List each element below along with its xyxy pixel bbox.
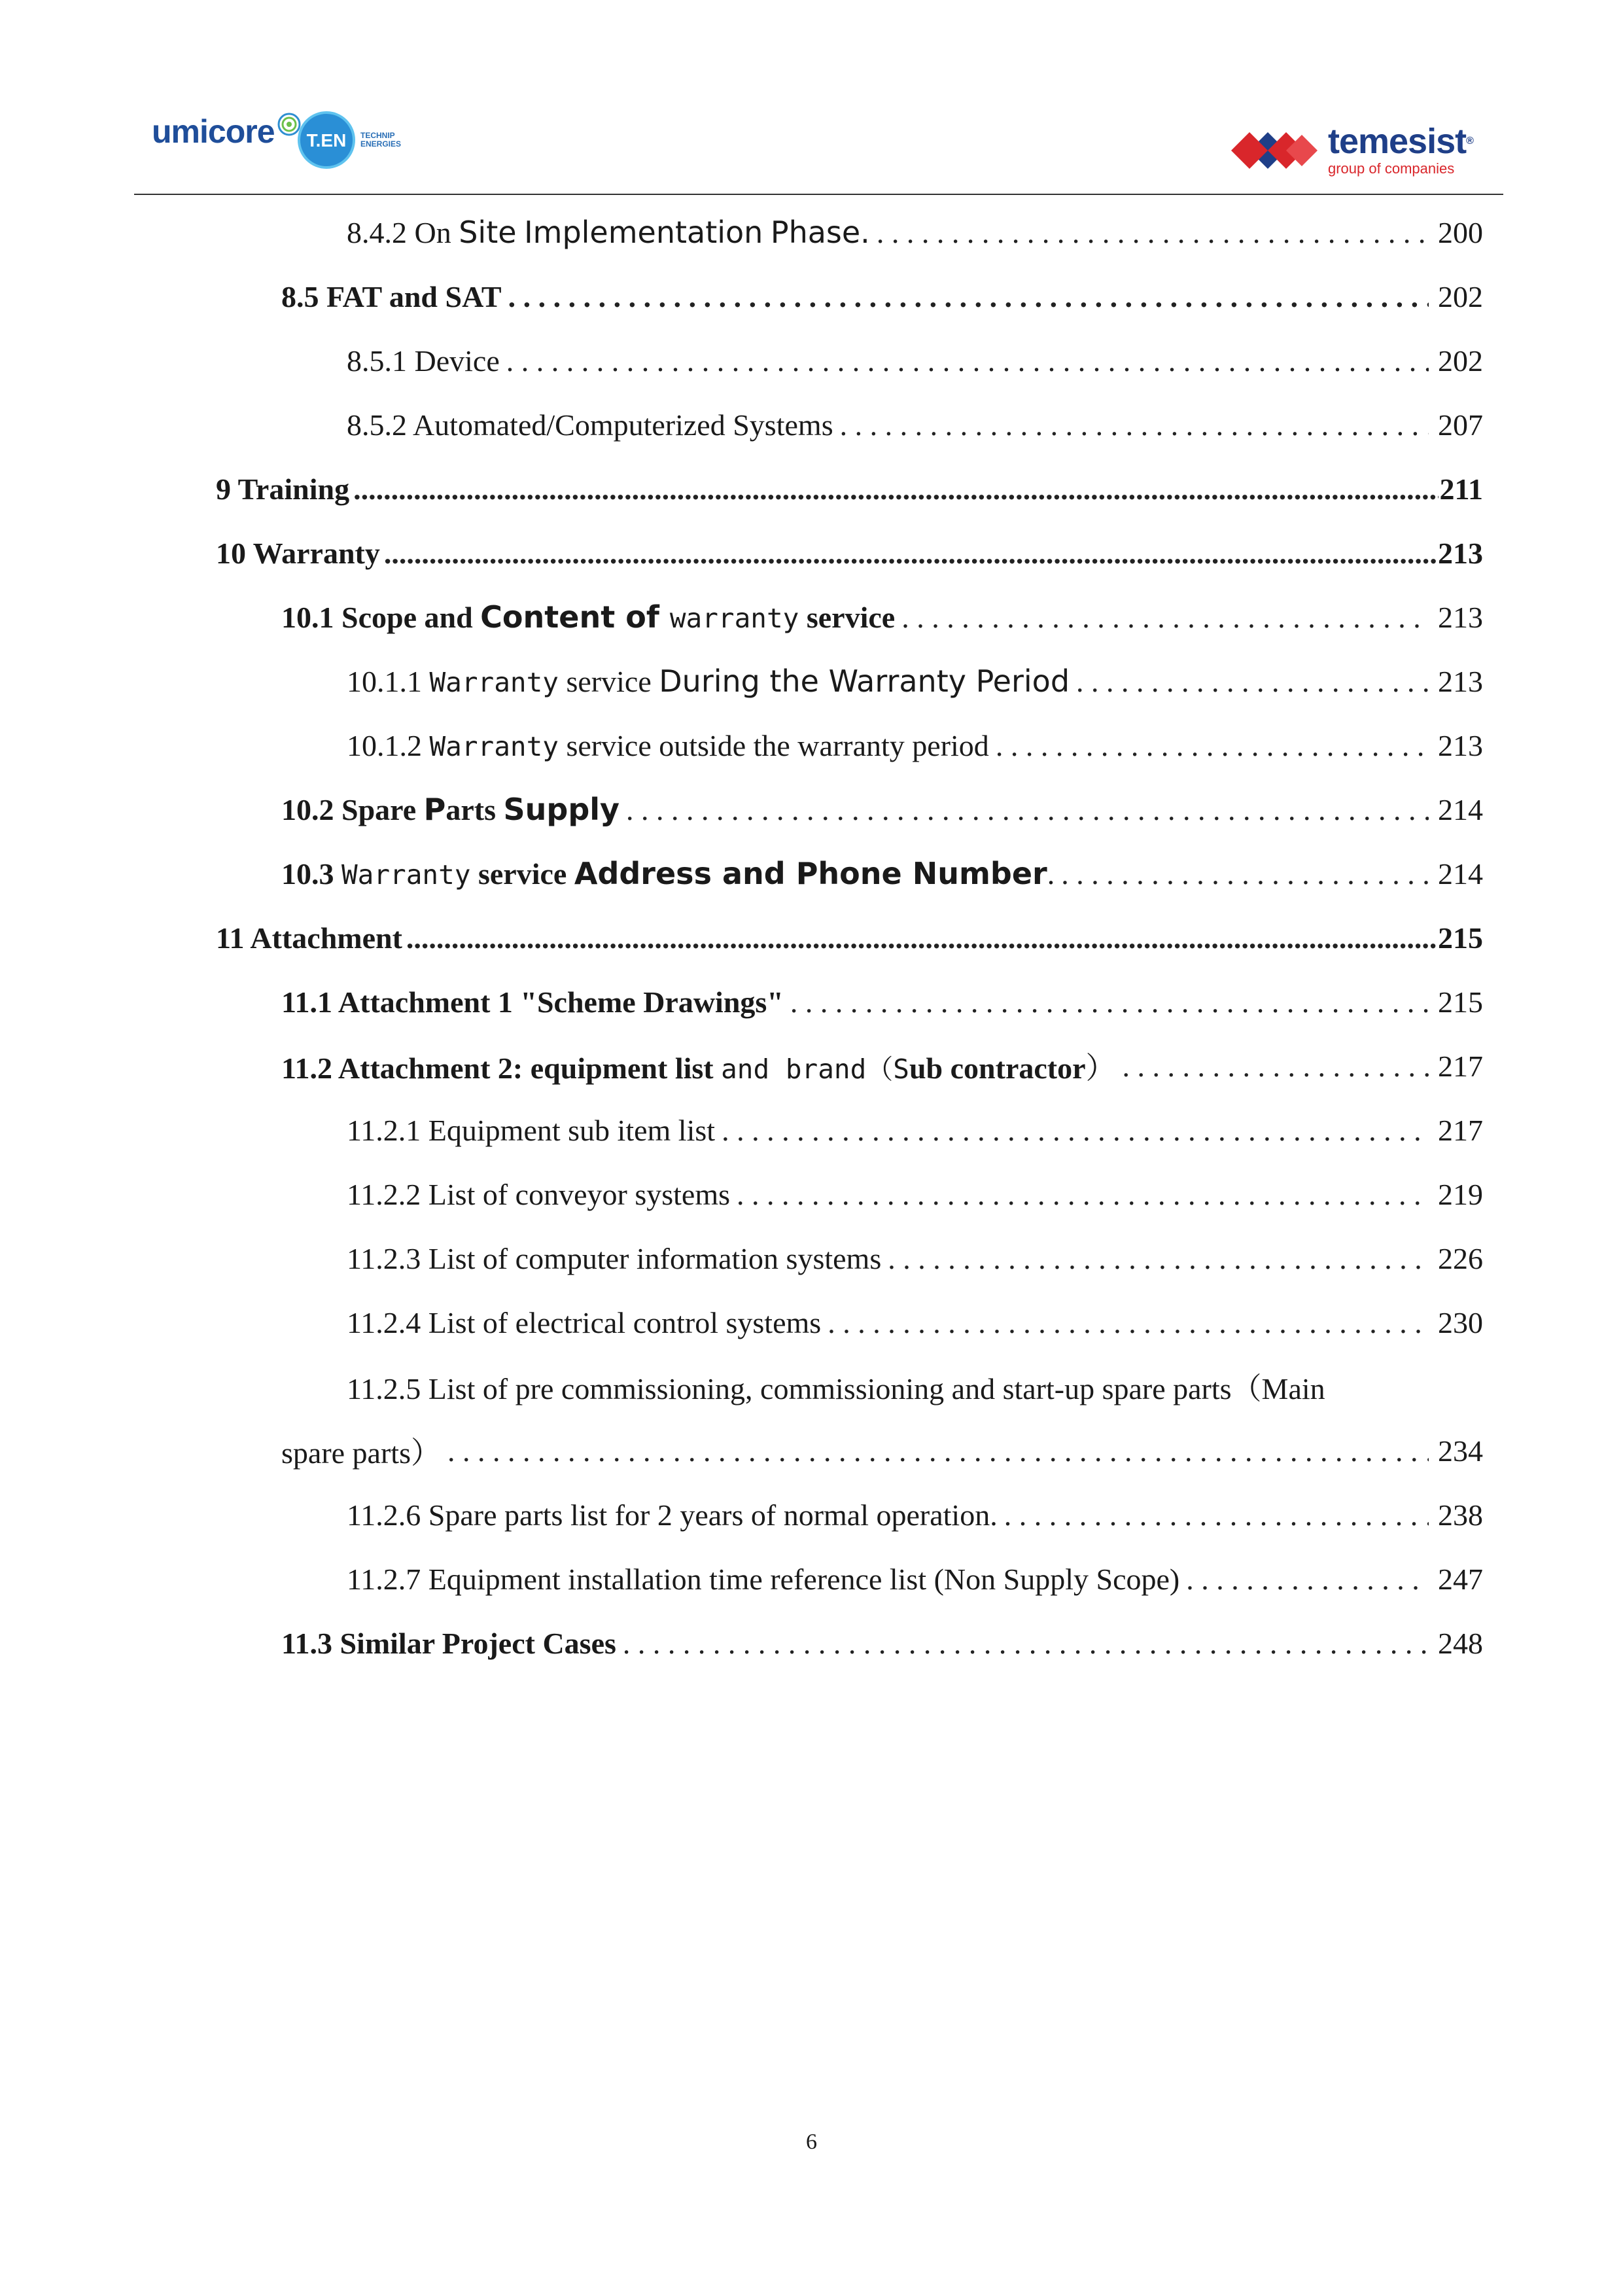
ten-badge-text: T.EN xyxy=(306,130,347,150)
leader-dots xyxy=(406,921,1437,955)
toc-entry-11-3[interactable]: 11.3 Similar Project Cases . . . 248 xyxy=(281,1614,1483,1672)
toc-entry-8-5-2[interactable]: 8.5.2 Automated/Computerized Systems . . . 207 xyxy=(347,395,1483,454)
page-ref: 217 xyxy=(1438,1049,1483,1083)
toc-entry-10-2[interactable]: 10.2 Spare Parts Supply . . . 214 xyxy=(281,780,1483,839)
toc-entry-11-2-7[interactable]: 11.2.7 Equipment installation time reference list (Non Supply Scope) . . . 247 xyxy=(347,1549,1483,1608)
leader-dots xyxy=(1061,857,1429,891)
leader-dots xyxy=(1076,664,1429,699)
toc-entry-11-2-5-line-2[interactable]: spare parts） . . . 234 xyxy=(281,1421,1483,1480)
toc-entry-8-4-2[interactable]: 8.4.2 On Site Implementation Phase. . . . 200 xyxy=(347,203,1483,262)
page-ref: 215 xyxy=(1438,985,1483,1019)
page-ref: 248 xyxy=(1438,1626,1483,1660)
toc-entry-11-1[interactable]: 11.1 Attachment 1 "Scheme Drawings" . . . 215 xyxy=(281,972,1483,1031)
toc-entry-9[interactable]: 9 Training ..... 211 xyxy=(216,459,1483,518)
page-ref: 213 xyxy=(1438,536,1483,570)
leader-dots xyxy=(877,215,1429,250)
toc-entry-11-2-4[interactable]: 11.2.4 List of electrical control systems . . . 230 xyxy=(347,1293,1483,1352)
toc-entry-11-2-5-line-1[interactable]: 11.2.5 List of pre commissioning, commissioning and start-up spare parts（Main xyxy=(347,1372,1325,1405)
toc-entry-11-2-3[interactable]: 11.2.3 List of computer information systems . . . 226 xyxy=(347,1229,1483,1288)
umicore-logo xyxy=(152,113,302,150)
page-ref: 211 xyxy=(1439,472,1483,506)
toc-entry-11[interactable]: 11 Attachment ..... 215 xyxy=(216,908,1483,967)
leader-dots xyxy=(722,1113,1429,1148)
leader-dots xyxy=(840,408,1429,442)
toc-entry-11-2[interactable]: 11.2 Attachment 2: equipment list and brand（Sub contractor） . . . 217 xyxy=(281,1036,1483,1095)
toc-entry-10-1-1[interactable]: 10.1.1 Warranty service During the Warranty Period . . . 213 xyxy=(347,652,1483,711)
toc-entry-11-2-1[interactable]: 11.2.1 Equipment sub item list . . . 217 xyxy=(347,1101,1483,1159)
temesist-tagline: group of companies xyxy=(1328,160,1455,177)
page-ref: 213 xyxy=(1438,664,1483,698)
leader-dots xyxy=(626,792,1429,827)
leader-dots xyxy=(790,985,1429,1019)
page-ref: 214 xyxy=(1438,857,1483,891)
leader-dots xyxy=(353,472,1438,506)
page-ref: 213 xyxy=(1438,600,1483,634)
header-divider xyxy=(134,194,1503,195)
technip-energies-logo xyxy=(298,111,401,169)
page-ref: 238 xyxy=(1438,1498,1483,1532)
page-ref: 215 xyxy=(1438,921,1483,955)
page-ref: 202 xyxy=(1438,344,1483,378)
page-header xyxy=(0,0,1623,196)
leader-dots xyxy=(447,1434,1429,1468)
leader-dots xyxy=(1186,1562,1429,1597)
toc-entry-10[interactable]: 10 Warranty ..... 213 xyxy=(216,523,1483,582)
page-ref: 226 xyxy=(1438,1241,1483,1275)
ten-sub-line-2: ENERGIES xyxy=(360,139,402,149)
temesist-diamonds-icon xyxy=(1230,118,1321,183)
leader-dots xyxy=(384,536,1437,571)
temesist-wordmark: temesist® xyxy=(1328,122,1473,161)
toc-entry-11-2-2[interactable]: 11.2.2 List of conveyor systems . . . 219 xyxy=(347,1165,1483,1224)
leader-dots xyxy=(623,1626,1429,1661)
ten-badge-icon xyxy=(298,111,355,169)
temesist-logo xyxy=(1230,118,1473,183)
toc-entry-8-5-1[interactable]: 8.5.1 Device . . . 202 xyxy=(347,331,1483,390)
leader-dots xyxy=(506,344,1429,378)
leader-dots xyxy=(828,1305,1429,1340)
page-ref: 247 xyxy=(1438,1562,1483,1596)
leader-dots xyxy=(901,600,1429,635)
leader-dots xyxy=(1004,1498,1429,1532)
ten-sub-line-1: TECHNIP xyxy=(360,131,395,140)
page-ref: 214 xyxy=(1438,792,1483,826)
umicore-wordmark: umicore xyxy=(152,113,275,150)
page-ref: 219 xyxy=(1438,1177,1483,1211)
toc-entry-8-5[interactable]: 8.5 FAT and SAT . . . 202 xyxy=(281,267,1483,326)
toc-entry-10-3[interactable]: 10.3 Warranty service Address and Phone Number. . . . 214 xyxy=(281,844,1483,903)
toc-entry-11-2-6[interactable]: 11.2.6 Spare parts list for 2 years of normal operation. . . . 238 xyxy=(347,1485,1483,1544)
leader-dots xyxy=(508,279,1429,314)
page-ref: 234 xyxy=(1438,1434,1483,1468)
leader-dots xyxy=(996,728,1429,763)
page-ref: 213 xyxy=(1438,728,1483,762)
leader-dots xyxy=(1123,1049,1429,1084)
page-number: 6 xyxy=(806,2130,817,2154)
leader-dots xyxy=(737,1177,1429,1212)
toc-entry-10-1[interactable]: 10.1 Scope and Content of warranty service . . . 213 xyxy=(281,588,1483,646)
page-ref: 202 xyxy=(1438,279,1483,313)
toc-entry-10-1-2[interactable]: 10.1.2 Warranty service outside the warranty period . . . 213 xyxy=(347,716,1483,775)
page-ref: 207 xyxy=(1438,408,1483,442)
page-ref: 230 xyxy=(1438,1305,1483,1339)
page-ref: 217 xyxy=(1438,1113,1483,1147)
leader-dots xyxy=(888,1241,1429,1276)
page-ref: 200 xyxy=(1438,215,1483,249)
